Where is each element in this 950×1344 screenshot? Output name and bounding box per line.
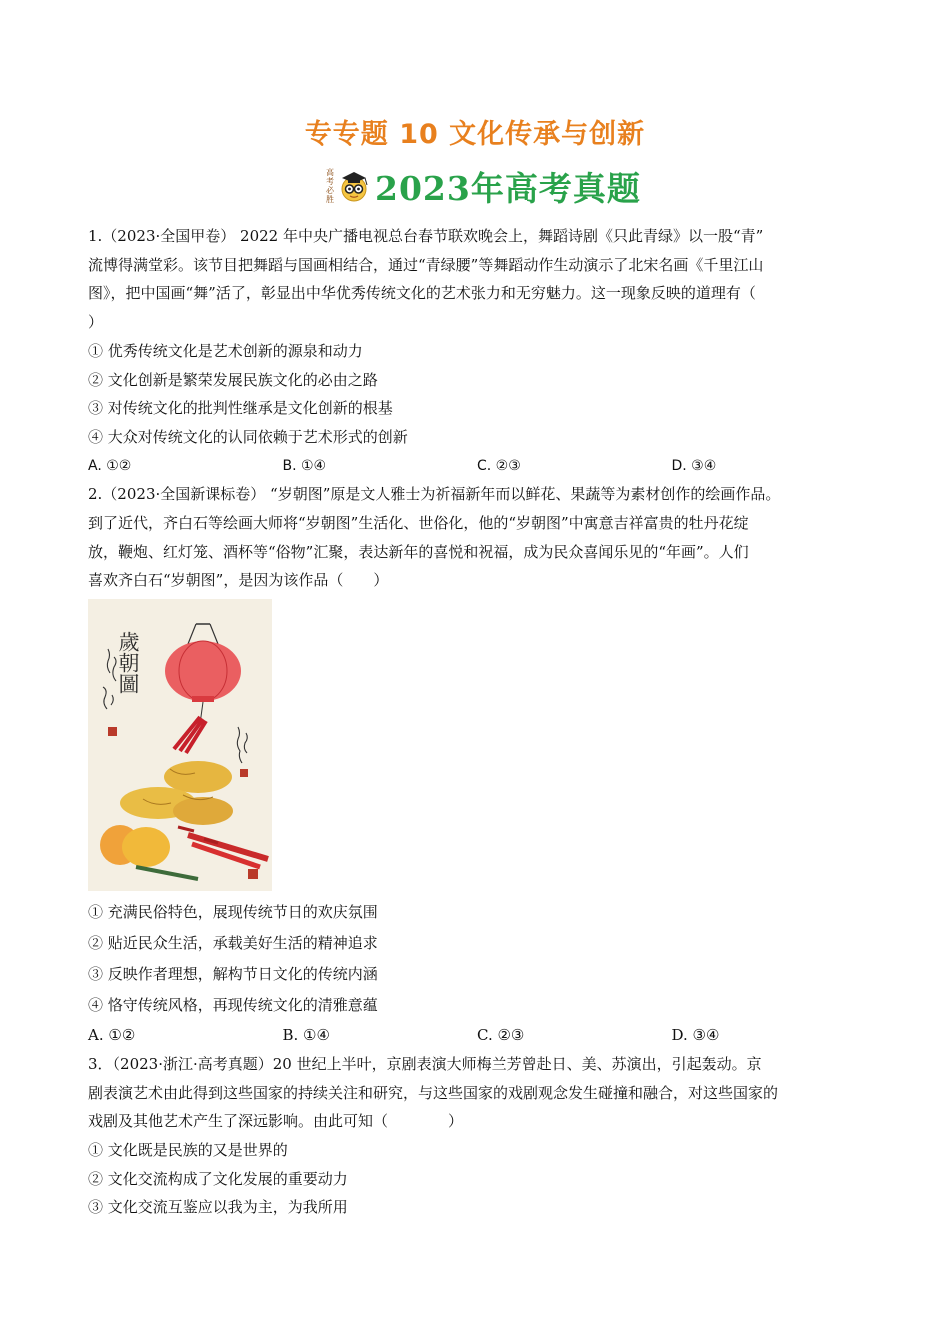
question-1-item: ② 文化创新是繁荣发展民族文化的必由之路 [88, 370, 378, 389]
question-3-stem-line: 戏剧及其他艺术产生了深远影响。由此可知（ ） [88, 1112, 464, 1131]
question-1-option-a: A. ①② [88, 457, 132, 474]
question-2-option-b: B. ①④ [282, 1026, 330, 1045]
question-1-stem-line: 1.（2023·全国甲卷） 2022 年中央广播电视总台春节联欢晚会上，舞蹈诗剧《只此青绿》以一股“青” [88, 227, 764, 245]
question-1-options [88, 452, 866, 481]
question-2-item: ③ 反映作者理想，解构节日文化的传统内涵 [88, 965, 378, 984]
question-2-items [88, 897, 866, 1021]
question-3-item: ③ 文化交流互鉴应以我为主，为我所用 [88, 1198, 348, 1217]
seal-stamp [108, 727, 117, 736]
seal-stamp [248, 869, 258, 879]
question-2-item: ② 贴近民众生活，承载美好生活的精神追求 [88, 934, 378, 953]
question-3-item: ① 文化既是民族的又是世界的 [88, 1140, 288, 1159]
question-1-item: ④ 大众对传统文化的认同依赖于艺术形式的创新 [88, 427, 408, 446]
question-2-option-c: C. ②③ [477, 1026, 525, 1045]
question-1 [88, 222, 866, 480]
question-1-item: ① 优秀传统文化是艺术创新的源泉和动力 [88, 341, 363, 360]
question-1-stem-line: 流博得满堂彩。该节目把舞蹈与国画相结合，通过“青绿腰”等舞蹈动作生动演示了北宋名画《千里江山 [88, 255, 764, 274]
graduate-mascot-icon [337, 169, 371, 203]
question-2-option-d: D. ③④ [671, 1026, 720, 1045]
question-1-option-b: B. ①④ [282, 457, 327, 474]
question-2 [88, 480, 866, 1050]
banner-logo [326, 168, 371, 204]
exam-banner [326, 163, 641, 209]
question-2-item: ④ 恪守传统风格，再现传统文化的清雅意蕴 [88, 996, 378, 1015]
question-2-stem-line: 2.（2023·全国新课标卷） “岁朝图”原是文人雅士为祈福新年而以鲜花、果蔬等为素材创作的绘画作品。 [88, 485, 781, 504]
question-1-option-d: D. ③④ [671, 457, 717, 474]
questions-content [88, 222, 866, 1222]
banner-small-text: 高 考 必 胜 [326, 168, 334, 204]
question-3 [88, 1050, 866, 1222]
question-1-item: ③ 对传统文化的批判性继承是文化创新的根基 [88, 399, 393, 418]
painting-inscription: 歲朝圖 [116, 631, 140, 695]
page-title: 专专题 10 文化传承与创新 [304, 119, 646, 150]
banner-title: 2023年高考真题 [375, 168, 641, 208]
question-2-stem-line: 喜欢齐白石“岁朝图”，是因为该作品（ ） [88, 571, 389, 590]
question-3-stem-line: 剧表演艺术由此得到这些国家的持续关注和研究，与这些国家的戏剧观念发生碰撞和融合，对这些国家的 [88, 1083, 779, 1102]
question-2-stem-line: 到了近代，齐白石等绘画大师将“岁朝图”生活化、世俗化，他的“岁朝图”中寓意吉祥富贵的牡丹花绽 [88, 514, 749, 533]
question-2-item: ① 充满民俗特色，展现传统节日的欢庆氛围 [88, 903, 378, 922]
new-year-painting-image [88, 599, 272, 891]
question-1-option-c: C. ②③ [477, 457, 521, 474]
seal-stamp [240, 769, 248, 777]
question-3-item: ② 文化交流构成了文化发展的重要动力 [88, 1169, 348, 1188]
question-2-option-a: A. ①② [88, 1026, 136, 1045]
question-1-stem-line: ） [88, 313, 104, 332]
question-1-stem-line: 图》，把中国画“舞”活了，彰显出中华优秀传统文化的艺术张力和无穷魅力。这一现象反映的道理有（ [88, 284, 756, 303]
question-2-options [88, 1021, 866, 1050]
question-2-stem-line: 放，鞭炮、红灯笼、酒杯等“俗物”汇聚，表达新年的喜悦和祝福，成为民众喜闻乐见的“年画”。人们 [88, 542, 749, 561]
question-3-stem-line: 3．（2023·浙江·高考真题）20 世纪上半叶，京剧表演大师梅兰芳曾赴日、美、苏演出，引起轰动。京 [88, 1054, 762, 1073]
